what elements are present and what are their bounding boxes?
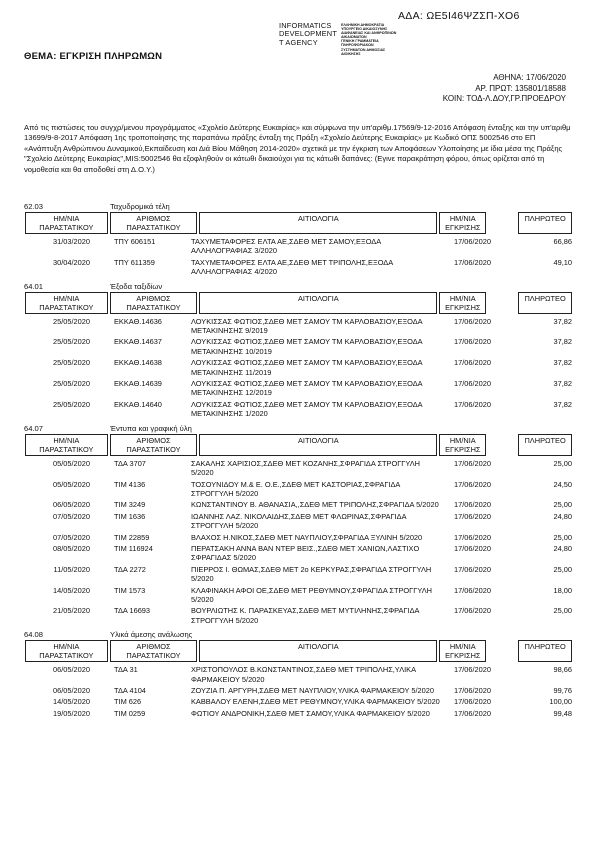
row-amount: 37,82 [553,337,572,347]
intro-paragraph: Από τις πιστώσεις του συγχρ/μενου προγράμματος «Σχολείο Δεύτερης Ευκαιρίας» και σύμφωνα την υπ'αριθμ.17569/9-12-2016 Απόφαση ένταξης και την υπ'αριθμ 13699/9-8-2017 Απόφαση 1ης τροποποίησης της παραπάνω πράξης ένταξη της Πράξη «Σχολείο Δεύτερης Ευκαιρίας» με Κωδικό ΟΠΣ 5002546 στο ΕΠ «Ανάπτυξη Ανθρώπινου Δυναμικού,Εκπαίδευση και Διά Βίου Μάθηση 2014-2020» σχετικά με την έγκριση των Αποφάσεων Υλοποίησης με ίδια μέσα της Πράξης "Σχολείο Δεύτερης Ευκαιρίας",MIS:5002546 θα εξοφληθούν οι κάτωθι δικαιούχοι για τις κάτωθι δαπάνες: (Εγινε παρακράτηση φόρου, όπως ορίζεται από τη νομοθεσία και θα αποδοθεί στη Δ.Ο.Υ.) [24,123,571,174]
row-number: ΤΙΜ 4136 [114,479,146,489]
row-approval-date: 17/06/2020 [454,708,491,718]
row-approval-date: 17/06/2020 [454,665,491,675]
header-approval-date: ΗΜ/ΝΙΑ ΕΓΚΡΙΣΗΣ [439,640,486,662]
agency-logo [279,22,396,56]
section-heading [24,421,572,433]
row-number: ΕΚΚΑΘ.14639 [114,379,162,389]
row-date: 25/05/2020 [53,399,90,409]
section-64-01 [24,279,572,419]
row-approval-date: 17/06/2020 [454,585,491,595]
table-row [24,479,572,499]
row-amount: 24,80 [553,543,572,553]
row-number: ΤΙΜ 1573 [114,585,146,595]
row-number: ΤΙΜ 22859 [114,532,150,542]
row-amount: 37,82 [553,358,572,368]
header-description: ΑΙΤΙΟΛΟΓΙΑ [199,434,437,456]
row-date: 14/05/2020 [53,585,90,595]
table-row [24,605,572,625]
row-number: ΤΙΜ 0259 [114,708,146,718]
header-description: ΑΙΤΙΟΛΟΓΙΑ [199,292,437,314]
logo-greek-text: ΕΛΛΗΝΙΚΗ ΔΗΜΟΚΡΑΤΙΑ ΥΠΟΥΡΓΕΙΟ ΔΙΚΑΙΟΣΥΝΗΣ ΔΙΑΦΑΝΕΙΑΣ ΚΑΙ ΑΝΘΡΩΠΙΝΩΝ ΔΙΚΑΙΩΜΑΤΩΝ ΓΕΝΙΚΗ ΓΡΑΜΜΑΤΕΙΑ ΠΛΗΡΟΦΟΡΙΑΚΩΝ ΣΥΣΤΗΜΑΤΩΝ ΔΗΜΟΣΙΑΣ ΔΙΟΙΚΗΣΗΣ [341,23,397,56]
row-amount: 49,10 [553,257,572,267]
header-number: ΑΡΙΘΜΟΣ ΠΑΡΑΣΤΑΤΙΚΟΥ [110,640,198,662]
row-date: 21/05/2020 [53,606,90,616]
row-description: ΚΛΑΦΙΝΑΚΗ ΑΦΟΙ ΟΕ,ΣΔΕΘ ΜΕΤ ΡΕΘΥΜΝΟΥ,ΣΦΡΑΓΙΔΑ ΣΤΡΟΓΓΥΛΗ 5/2020 [191,585,432,604]
ada-code: ΑΔΑ: ΩΕ5Ι46ΨΖΣΠ-ΧΟ6 [398,10,520,22]
row-approval-date: 17/06/2020 [454,697,491,707]
header-approval-date: ΗΜ/ΝΙΑ ΕΓΚΡΙΣΗΣ [439,212,486,234]
row-approval-date: 17/06/2020 [454,237,491,246]
city-date: ΑΘΗΝΑ: 17/06/2020 [493,73,566,82]
header-amount: ΠΛΗΡΩΤΕΟ [518,640,572,662]
row-date: 25/05/2020 [53,379,90,389]
row-amount: 66,86 [553,237,572,246]
header-date: ΗΜ/ΝΙΑ ΠΑΡΑΣΤΑΤΙΚΟΥ [25,212,108,234]
row-approval-date: 17/06/2020 [454,606,491,616]
row-number: ΤΔΑ 2272 [114,564,146,574]
table-header [24,640,572,662]
table-row [24,458,572,478]
row-approval-date: 17/06/2020 [454,358,491,368]
header-approval-date: ΗΜ/ΝΙΑ ΕΓΚΡΙΣΗΣ [439,434,486,456]
header-amount: ΠΛΗΡΩΤΕΟ [518,212,572,234]
row-description: ΤΑΧΥΜΕΤΑΦΟΡΕΣ ΕΛΤΑ ΑΕ,ΣΔΕΘ ΜΕΤ ΤΡΙΠΟΛΗΣ,ΕΞΟΔΑ ΑΛΛΗΛΟΓΡΑΦΙΑΣ 4/2020 [191,257,393,277]
row-amount: 18,00 [553,585,572,595]
row-approval-date: 17/06/2020 [454,500,491,510]
row-description: ΒΟΥΡΛΙΩΤΗΣ Κ. ΠΑΡΑΣΚΕΥΑΣ,ΣΔΕΘ ΜΕΤ ΜΥΤΙΛΗΝΗΣ,ΣΦΡΑΓΙΔΑ ΣΤΡΟΓΓΥΛΗ 5/2020 [191,606,420,625]
row-number: ΕΚΚΑΘ.14637 [114,337,162,347]
row-description: ΣΑΚΑΛΗΣ ΧΑΡΙΣΙΟΣ,ΣΔΕΘ ΜΕΤ ΚΟΖΑΝΗΣ,ΣΦΡΑΓΙΔΑ ΣΤΡΟΓΓΥΛΗ 5/2020 [191,458,421,478]
row-number: ΤΠΥ 611359 [114,257,155,267]
header-description: ΑΙΤΙΟΛΟΓΙΑ [199,640,437,662]
row-approval-date: 17/06/2020 [454,257,491,267]
row-approval-date: 17/06/2020 [454,532,491,542]
row-approval-date: 17/06/2020 [454,379,491,389]
row-date: 11/05/2020 [53,564,90,574]
section-62-03 [24,199,572,277]
row-amount: 99,76 [553,686,572,695]
table-row [24,236,572,256]
document-subject: ΘΕΜΑ: ΕΓΚΡΙΣΗ ΠΛΗΡΩΜΩΝ [24,51,163,62]
row-date: 07/05/2020 [53,532,90,542]
section-code: 64.07 [24,423,44,433]
row-number: ΤΠΥ 606151 [114,237,156,246]
row-approval-date: 17/06/2020 [454,399,491,409]
header-date: ΗΜ/ΝΙΑ ΠΑΡΑΣΤΑΤΙΚΟΥ [25,434,108,456]
row-description: ΠΙΕΡΡΟΣ Ι. ΘΩΜΑΣ,ΣΔΕΘ ΜΕΤ 2ο ΚΕΡΚΥΡΑΣ,ΣΦΡΑΓΙΔΑ ΣΤΡΟΓΓΥΛΗ 5/2020 [191,564,432,584]
section-title: Υλικά άμεσης ανάλωσης [110,630,193,640]
row-approval-date: 17/06/2020 [454,543,491,553]
row-description: ΛΟΥΚΙΣΣΑΣ ΦΩΤΙΟΣ,ΣΔΕΘ ΜΕΤ ΣΑΜΟΥ ΤΜ ΚΑΡΛΟΒΑΣΙΟΥ,ΕΞΟΔΑ ΜΕΤΑΚΙΝΗΣΗΣ 11/2019 [191,358,423,377]
row-date: 25/05/2020 [53,358,90,368]
row-amount: 25,00 [553,500,572,510]
row-approval-date: 17/06/2020 [454,458,491,468]
row-amount: 100,00 [549,697,572,707]
row-amount: 25,00 [553,532,572,542]
header-approval-date: ΗΜ/ΝΙΑ ΕΓΚΡΙΣΗΣ [439,292,486,314]
header-amount: ΠΛΗΡΩΤΕΟ [518,434,572,456]
row-amount: 37,82 [553,316,572,326]
payments-content [24,199,572,720]
row-date: 06/05/2020 [53,500,90,510]
row-amount: 25,00 [553,458,572,468]
row-description: ΠΕΡΑΤΣΑΚΗ ΑΝΝΑ ΒΑΝ ΝΤΕΡ ΒΕΙΣ.,ΣΔΕΘ ΜΕΤ ΧΑΝΙΩΝ,ΛΑΣΤΙΧΟ ΣΦΡΑΓΙΔΑΣ 5/2020 [191,543,420,563]
row-date: 06/05/2020 [53,665,90,675]
header-date: ΗΜ/ΝΙΑ ΠΑΡΑΣΤΑΤΙΚΟΥ [25,640,108,662]
header-number: ΑΡΙΘΜΟΣ ΠΑΡΑΣΤΑΤΙΚΟΥ [110,434,198,456]
row-amount: 24,80 [553,511,572,521]
section-heading [24,279,572,291]
row-approval-date: 17/06/2020 [454,511,491,521]
row-number: ΤΔΑ 16693 [114,606,151,616]
row-number: ΤΙΜ 626 [114,697,142,707]
table-header [24,434,572,456]
section-heading [24,627,572,639]
table-row [24,532,572,542]
table-row [24,708,572,718]
section-title: Έξοδα ταξιδίων [110,281,163,291]
row-description: ΙΩΑΝΝΗΣ ΛΑΖ. ΝΙΚΟΛΑΙΔΗΣ,ΣΔΕΘ ΜΕΤ ΦΛΩΡΙΝΑΣ,ΣΦΡΑΓΙΔΑ ΣΤΡΟΓΓΥΛΗ 5/2020 [191,511,407,531]
header-number: ΑΡΙΘΜΟΣ ΠΑΡΑΣΤΑΤΙΚΟΥ [110,212,198,234]
row-number: ΤΙΜ 3249 [114,500,146,510]
row-description: ΒΛΑΧΟΣ Η.ΝΙΚΟΣ,ΣΔΕΘ ΜΕΤ ΝΑΥΠΛΙΟΥ,ΣΦΡΑΓΙΔΑ ΞΥΛΙΝΗ 5/2020 [191,532,423,542]
section-code: 64.08 [24,630,44,640]
row-date: 06/05/2020 [53,686,90,695]
row-amount: 25,00 [553,564,572,574]
row-date: 07/05/2020 [53,511,90,521]
row-date: 05/05/2020 [53,458,90,468]
row-date: 25/05/2020 [53,316,90,326]
row-number: ΤΔΑ 4104 [114,686,146,695]
row-number: ΤΔΑ 31 [114,665,138,675]
table-row [24,685,572,695]
header-date: ΗΜ/ΝΙΑ ΠΑΡΑΣΤΑΤΙΚΟΥ [25,292,108,314]
document-meta [443,73,566,105]
table-row [24,399,572,419]
row-description: ΚΩΝΣΤΑΝΤΙΝΟΥ Β. ΑΘΑΝΑΣΙΑ,,ΣΔΕΘ ΜΕΤ ΤΡΙΠΟΛΗΣ,ΣΦΡΑΓΙΔΑ 5/2020 [191,500,439,510]
row-number: ΕΚΚΑΘ.14640 [114,399,162,409]
row-date: 08/05/2020 [53,543,90,553]
row-description: ΛΟΥΚΙΣΣΑΣ ΦΩΤΙΟΣ,ΣΔΕΘ ΜΕΤ ΣΑΜΟΥ ΤΜ ΚΑΡΛΟΒΑΣΙΟΥ,ΕΞΟΔΑ ΜΕΤΑΚΙΝΗΣΗΣ 12/2019 [191,379,423,398]
row-description: ΖΟΥΖΙΑ Π. ΑΡΓΥΡΗ,ΣΔΕΘ ΜΕΤ ΝΑΥΠΛΙΟΥ,ΥΛΙΚΑ ΦΑΡΜΑΚΕΙΟΥ 5/2020 [191,686,434,695]
row-amount: 99,48 [553,708,572,718]
section-code: 64.01 [24,281,44,291]
row-date: 19/05/2020 [53,708,90,718]
row-description: ΤΑΧΥΜΕΤΑΦΟΡΕΣ ΕΛΤΑ ΑΕ,ΣΔΕΘ ΜΕΤ ΣΑΜΟΥ,ΕΞΟΔΑ ΑΛΛΗΛΟΓΡΑΦΙΑΣ 3/2020 [191,237,381,256]
table-row [24,696,572,706]
row-approval-date: 17/06/2020 [454,564,491,574]
row-date: 31/03/2020 [53,237,90,246]
row-amount: 98,66 [553,665,572,675]
row-date: 30/04/2020 [53,257,90,267]
row-approval-date: 17/06/2020 [454,337,491,347]
header-number: ΑΡΙΘΜΟΣ ΠΑΡΑΣΤΑΤΙΚΟΥ [110,292,198,314]
row-description: ΛΟΥΚΙΣΣΑΣ ΦΩΤΙΟΣ,ΣΔΕΘ ΜΕΤ ΣΑΜΟΥ ΤΜ ΚΑΡΛΟΒΑΣΙΟΥ,ΕΞΟΔΑ ΜΕΤΑΚΙΝΗΣΗΣ 9/2019 [191,316,423,336]
recipients: ΚΟΙΝ: ΤΟΔ-Λ.ΔΟΥ,ΓΡ.ΠΡΟΕΔΡΟΥ [442,94,566,103]
row-description: ΚΑΒΒΑΛΟΥ ΕΛΕΝΗ,ΣΔΕΘ ΜΕΤ ΡΕΘΥΜΝΟΥ,ΥΛΙΚΑ ΦΑΡΜΑΚΕΙΟΥ 5/2020 [191,697,440,707]
section-title: Ταχυδρομικά τέλη [110,202,170,211]
table-row [24,499,572,509]
row-description: ΛΟΥΚΙΣΣΑΣ ΦΩΤΙΟΣ,ΣΔΕΘ ΜΕΤ ΣΑΜΟΥ ΤΜ ΚΑΡΛΟΒΑΣΙΟΥ,ΕΞΟΔΑ ΜΕΤΑΚΙΝΗΣΗΣ 1/2020 [191,399,423,419]
section-title: Έντυπα και γραφική ύλη [110,423,192,433]
row-date: 14/05/2020 [53,697,90,707]
row-description: ΤΟΣΟΥΝΙΔΟΥ Μ.& Ε. Ο.Ε.,ΣΔΕΘ ΜΕΤ ΚΑΣΤΟΡΙΑΣ,ΣΦΡΑΓΙΔΑ ΣΤΡΟΓΓΥΛΗ 5/2020 [191,479,400,498]
table-row [24,585,572,605]
row-amount: 37,82 [553,379,572,389]
row-description: ΧΡΙΣΤΟΠΟΥΛΟΣ Β.ΚΩΝΣΤΑΝΤΙΝΟΣ,ΣΔΕΘ ΜΕΤ ΤΡΙΠΟΛΗΣ,ΥΛΙΚΑ ΦΑΡΜΑΚΕΙΟΥ 5/2020 [191,665,416,684]
row-date: 05/05/2020 [53,479,90,489]
row-number: ΤΔΑ 3707 [114,458,146,468]
row-description: ΦΩΤΙΟΥ ΑΝΔΡΟΝΙΚΗ,ΣΔΕΘ ΜΕΤ ΣΑΜΟΥ,ΥΛΙΚΑ ΦΑΡΜΑΚΕΙΟΥ 5/2020 [191,708,430,718]
table-header [24,292,572,314]
header-description: ΑΙΤΙΟΛΟΓΙΑ [199,212,437,234]
row-approval-date: 17/06/2020 [454,316,491,326]
row-number: ΕΚΚΑΘ.14638 [114,358,162,368]
protocol-number: ΑΡ. ΠΡΩΤ: 135801/18588 [475,83,566,93]
section-code: 62.03 [24,202,44,211]
row-date: 25/05/2020 [53,337,90,347]
table-row [24,543,572,563]
table-row [24,664,572,684]
table-row [24,564,572,584]
table-row [24,357,572,377]
table-row [24,316,572,336]
row-approval-date: 17/06/2020 [454,479,491,489]
row-number: ΤΙΜ 1636 [114,511,146,521]
row-number: ΕΚΚΑΘ.14636 [114,316,162,326]
row-number: ΤΙΜ 116924 [114,543,153,553]
header-amount: ΠΛΗΡΩΤΕΟ [518,292,572,314]
row-amount: 25,00 [553,606,572,616]
row-amount: 37,82 [553,399,572,409]
table-row [24,511,572,531]
row-approval-date: 17/06/2020 [454,686,491,695]
table-row [24,378,572,398]
section-64-07 [24,421,572,626]
row-description: ΛΟΥΚΙΣΣΑΣ ΦΩΤΙΟΣ,ΣΔΕΘ ΜΕΤ ΣΑΜΟΥ ΤΜ ΚΑΡΛΟΒΑΣΙΟΥ,ΕΞΟΔΑ ΜΕΤΑΚΙΝΗΣΗΣ 10/2019 [191,337,423,356]
row-amount: 24,50 [553,479,572,489]
section-64-08 [24,627,572,718]
table-row [24,336,572,356]
section-heading [24,199,572,211]
table-row [24,257,572,277]
table-header [24,212,572,234]
logo-english-text: INFORMATICS DEVELOPMENT T AGENCY [279,21,338,47]
